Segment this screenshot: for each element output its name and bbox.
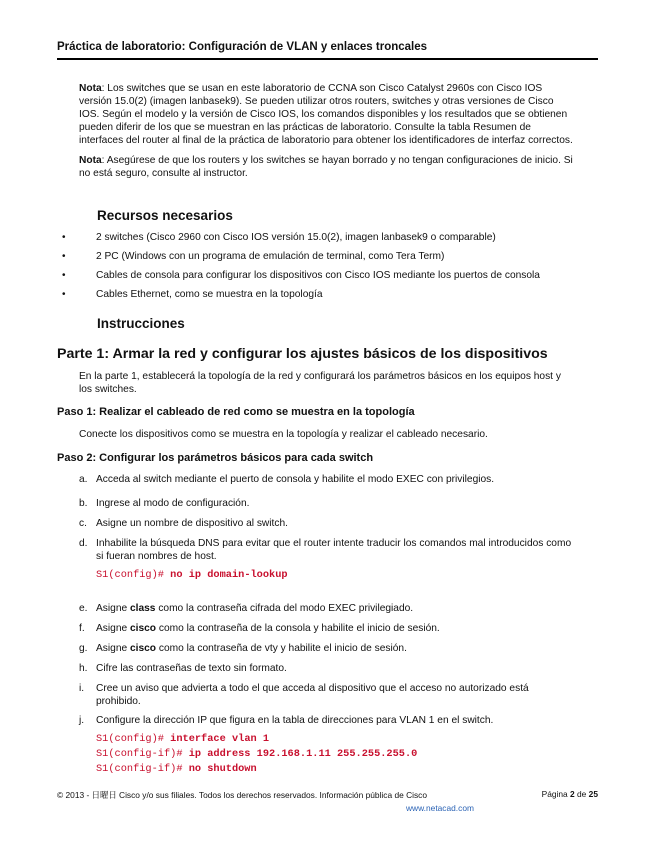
cli-command: no shutdown: [182, 763, 257, 775]
note-1-line: versión 15.0(2) (imagen lanbasek9). Se pueden utilizar otros routers, switches y otras versiones de Cisco: [79, 96, 554, 107]
item-text: Acceda al switch mediante el puerto de consola y habilite el modo EXEC con privilegios.: [96, 474, 495, 485]
bullet-glyph: •: [62, 251, 66, 262]
cli-prompt: S1(config-if)#: [96, 748, 183, 760]
bullet-glyph: •: [62, 270, 66, 281]
page-current: 2: [570, 789, 575, 799]
footer-page-number: [542, 789, 598, 799]
item-text: Asigne: [96, 603, 130, 614]
item-letter: h.: [79, 663, 88, 674]
note-1-line: IOS. Según el modelo y la versión de Cisco IOS, los comandos disponibles y los resultados que se obtienen: [79, 109, 568, 120]
item-text: Ingrese al modo de configuración.: [96, 498, 250, 509]
item-text: si fueran nombres de host.: [96, 551, 217, 562]
note-1-label: Nota: [79, 83, 102, 94]
item-text: como la contraseña de vty y habilite el inicio de sesión.: [156, 643, 407, 654]
note-1: [79, 82, 599, 147]
footer-copyright: © 2013 - 日曜日 Cisco y/o sus filiales. Todos los derechos reservados. Información pública de Cisco: [57, 790, 428, 800]
item-text: como la contraseña cifrada del modo EXEC privilegiado.: [155, 603, 414, 614]
part-1-intro: [79, 370, 599, 396]
password-value: cisco: [129, 623, 157, 634]
cli-prompt: S1(config)#: [96, 569, 164, 581]
list-item: [62, 289, 602, 308]
note-2-line: : Asegúrese de que los routers y los switches se hayan borrado y no tengan configuraciones de inicio. Si: [101, 155, 573, 166]
password-value: cisco: [129, 643, 157, 654]
item-text: Asigne: [96, 643, 130, 654]
list-item-text: 2 PC (Windows con un programa de emulación de terminal, como Tera Term): [96, 251, 445, 262]
resources-heading: Recursos necesarios: [97, 208, 233, 223]
part-1-intro-line: En la parte 1, establecerá la topología de la red y configurará los parámetros básicos en los equipos host y: [79, 371, 561, 382]
step-1-text: Conecte los dispositivos como se muestra en la topología y realizar el cableado necesario.: [79, 429, 488, 440]
footer-url-link[interactable]: www.netacad.com: [406, 803, 474, 813]
item-letter: b.: [79, 498, 88, 509]
list-item-text: Cables de consola para configurar los dispositivos con Cisco IOS mediante los puertos de consola: [96, 270, 540, 281]
item-text: prohibido.: [96, 696, 141, 707]
note-1-line: : Los switches que se usan en este laboratorio de CCNA son Cisco Catalyst 2960s con Cisco IOS: [101, 83, 543, 94]
bullet-glyph: •: [62, 289, 66, 300]
note-2: [79, 154, 599, 180]
page-of: de: [574, 789, 589, 799]
item-text: Cifre las contraseñas de texto sin formato.: [96, 663, 287, 674]
note-2-label: Nota: [79, 155, 102, 166]
item-text: como la contraseña de la consola y habilite el inicio de sesión.: [156, 623, 440, 634]
step-2-heading: Paso 2: Configurar los parámetros básicos para cada switch: [57, 452, 374, 464]
list-item: [62, 270, 602, 289]
item-letter: a.: [79, 474, 88, 485]
item-letter: j.: [79, 715, 85, 726]
note-1-line: pueden diferir de los que se muestran en las prácticas de laboratorio. Consulte la tabla Resumen de: [79, 122, 531, 133]
cli-command: ip address 192.168.1.11 255.255.255.0: [182, 748, 418, 760]
part-1-heading: Parte 1: Armar la red y configurar los ajustes básicos de los dispositivos: [57, 346, 548, 362]
page-label: Página: [541, 789, 571, 799]
bullet-glyph: •: [62, 232, 66, 243]
item-text: Asigne un nombre de dispositivo al switch.: [96, 518, 288, 529]
item-letter: g.: [79, 643, 88, 654]
instructions-heading: Instrucciones: [97, 316, 185, 331]
note-2-line: no está seguro, consulte al instructor.: [79, 168, 248, 179]
command-line: [96, 763, 257, 775]
header-rule: [57, 58, 598, 60]
page-total: 25: [588, 789, 598, 799]
list-item-text: Cables Ethernet, como se muestra en la topología: [96, 289, 323, 300]
command-line: [96, 569, 288, 581]
step-1-heading: Paso 1: Realizar el cableado de red como se muestra en la topología: [57, 406, 415, 418]
item-text: Cree un aviso que advierta a todo el que acceda al dispositivo que el acceso no autorizado está: [96, 683, 529, 694]
item-letter: f.: [79, 623, 85, 634]
item-letter: i.: [79, 683, 85, 694]
cli-prompt: S1(config)#: [96, 733, 164, 745]
note-1-line: interfaces del router al final de la práctica de laboratorio para obtener los identificadores de interfaz correctos.: [79, 135, 573, 146]
part-1-intro-line: los switches.: [79, 384, 137, 395]
item-text: Inhabilite la búsqueda DNS para evitar que el router intente traducir los comandos mal introducidos como: [96, 538, 572, 549]
command-line: [96, 733, 269, 745]
resources-list: [62, 232, 602, 308]
password-value: class: [129, 603, 156, 614]
cli-prompt: S1(config-if)#: [96, 763, 183, 775]
command-line: [96, 748, 417, 760]
list-item: [62, 251, 602, 270]
cli-command: interface vlan 1: [163, 733, 270, 745]
page-header-title: Práctica de laboratorio: Configuración de VLAN y enlaces troncales: [57, 41, 428, 53]
list-item: [62, 232, 602, 251]
item-text: Asigne: [96, 623, 130, 634]
list-item-text: 2 switches (Cisco 2960 con Cisco IOS versión 15.0(2), imagen lanbasek9 o comparable): [96, 232, 496, 243]
item-letter: c.: [79, 518, 87, 529]
item-letter: e.: [79, 603, 88, 614]
item-letter: d.: [79, 538, 88, 549]
item-text: Configure la dirección IP que figura en la tabla de direcciones para VLAN 1 en el switch.: [96, 715, 494, 726]
cli-command: no ip domain-lookup: [163, 569, 288, 581]
